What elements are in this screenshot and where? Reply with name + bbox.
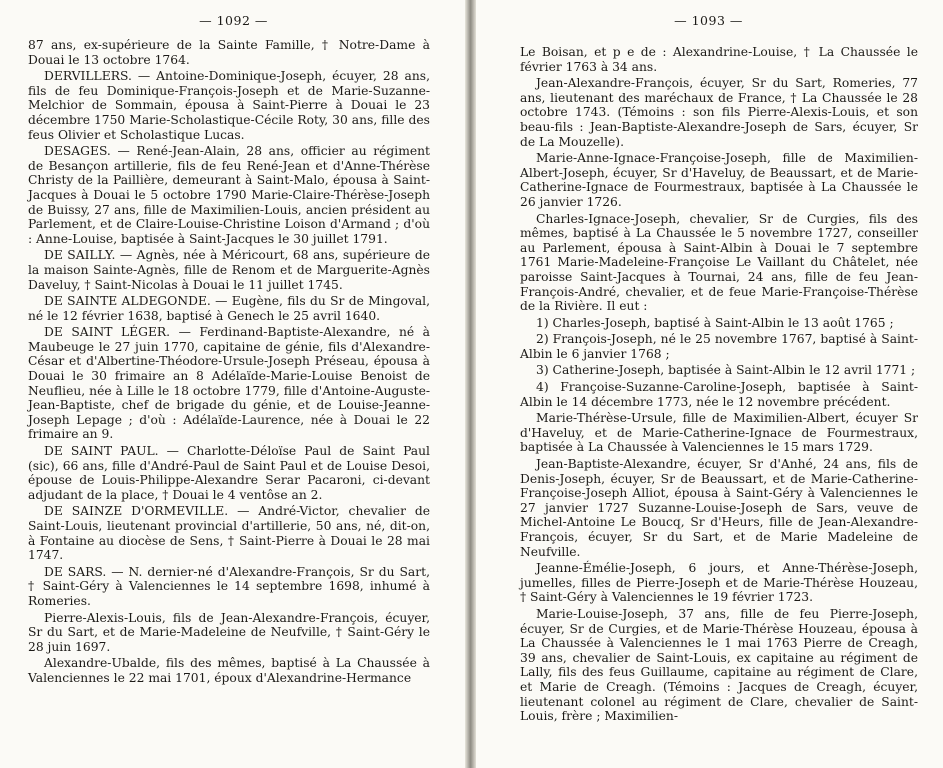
list-item: 1) Charles-Joseph, baptisé à Saint-Albin le 13 août 1765 ;	[536, 315, 894, 330]
entry-de-sainte-aldegonde: DE SAINTE ALDEGONDE. — Eugène, fils du Sr de Mingoval, né le 12 février 1638, baptisé à Genech le 25 avril 1640.	[28, 294, 430, 323]
paragraph: Marie-Louise-Joseph, 37 ans, fille de feu Pierre-Joseph, écuyer, Sr de Curgies, et de Marie-Thérèse Houzeau, épousa à La Chaussée à Valenciennes le 1 mai 1763 Pierre de Creagh, 39 ans, chevalier de Saint-Louis, ex capitaine au régiment de Lally, fils des feus Guillaume, capitaine au régiment de Clare, et Marie de Creagh. (Témoins : Jacques de Creagh, écuyer, lieutenant colonel au régiment de Clare, chevalier de Saint-Louis, frère ; Maximilien-	[520, 606, 918, 724]
entry-de-sainze: DE SAINZE D'ORMEVILLE. — André-Victor, chevalier de Saint-Louis, lieutenant provincial d'artillerie, 50 ans, né, dit-on, à Fontaine au diocèse de Sens, † Saint-Pierre à Douai le 28 mai 1747.	[28, 504, 430, 563]
list-item: 4) Françoise-Suzanne-Caroline-Joseph, baptisée à Saint-Albin le 14 décembre 1773, née le 12 novembre précédent.	[520, 380, 918, 409]
list-item: 3) Catherine-Joseph, baptisée à Saint-Albin le 12 avril 1771 ;	[536, 363, 916, 378]
page-number: — 1093 —	[674, 13, 743, 28]
paragraph: Jean-Baptiste-Alexandre, écuyer, Sr d'Anhé, 24 ans, fils de Denis-Joseph, écuyer, Sr de Beaussart, et de Marie-Catherine-Françoise-Joseph Alliot, épousa à Saint-Géry à Valenciennes le 27 janvier 1727 Suzanne-Louise-Joseph de Sars, veuve de Michel-Antoine Le Boucq, Sr d'Heurs, fille de Jean-Alexandre-François, écuyer, Sr du Sart, et de Marie Madeleine de Neufville.	[520, 457, 918, 559]
right-page	[474, 0, 943, 768]
paragraph: Le Boisan, et p e de : Alexandrine-Louise, † La Chaussée le février 1763 à 34 ans.	[520, 45, 918, 74]
entry-de-saint-leger: DE SAINT LÉGER. — Ferdinand-Baptiste-Alexandre, né à Maubeuge le 27 juin 1770, capitaine de génie, fils d'Alexandre-César et d'Albertine-Théodore-Ursule-Joseph Préseau, épousa à Douai le 30 frimaire an 8 Adélaïde-Marie-Louise Benoist de Neuflieu, née à Lille le 18 octobre 1779, fille d'Antoine-Auguste-Jean-Baptiste, chef de brigade du génie, et de Louise-Jeanne-Joseph Lepage ; d'où : Adélaïde-Laurence, née à Douai le 22 frimaire an 9.	[28, 325, 430, 442]
page-number: — 1092 —	[199, 13, 268, 28]
paragraph: Marie-Anne-Ignace-Françoise-Joseph, fille de Maximilien-Albert-Joseph, écuyer, Sr d'Haveluy, de Beaussart, et de Marie-Catherine-Ignace de Fourmestraux, baptisée à La Chaussée le 26 janvier 1726.	[520, 151, 918, 209]
paragraph: Marie-Thérèse-Ursule, fille de Maximilien-Albert, écuyer Sr d'Haveluy, et de Marie-Catherine-Ignace de Fourmestraux, baptisée à La Chaussée à Valenciennes le 15 mars 1729.	[520, 411, 918, 455]
entry-de-saint-paul: DE SAINT PAUL. — Charlotte-Déloïse Paul de Saint Paul (sic), 66 ans, fille d'André-Paul de Saint Paul et de Louise Desoi, épouse de Louis-Philippe-Alexandre Serar Pacaroni, ci-devant adjudant de la place, † Douai le 4 ventôse an 2.	[28, 444, 430, 502]
paragraph: Alexandre-Ubalde, fils des mêmes, baptisé à La Chaussée à Valenciennes le 22 mai 1701, époux d'Alexandrine-Hermance	[28, 656, 430, 685]
paragraph: Jean-Alexandre-François, écuyer, Sr du Sart, Romeries, 77 ans, lieutenant des maréchaux de France, † La Chaussée le 28 octobre 1743. (Témoins : son fils Pierre-Alexis-Louis, et son beau-fils : Jean-Baptiste-Alexandre-Joseph de Sars, écuyer, Sr de La Mouzelle).	[520, 76, 918, 149]
paragraph: Charles-Ignace-Joseph, chevalier, Sr de Curgies, fils des mêmes, baptisé à La Chaussée le 5 novembre 1727, conseiller au Parlement, épousa à Saint-Albin à Douai le 7 septembre 1761 Marie-Madeleine-Françoise Le Vaillant du Châtelet, née paroisse Saint-Jacques à Tournai, 24 ans, fille de feu Jean-François-André, chevalier, et de feue Marie-Françoise-Thérèse de la Rivière. Il eut :	[520, 211, 918, 314]
paragraph: Jeanne-Émélie-Joseph, 6 jours, et Anne-Thérèse-Joseph, jumelles, filles de Pierre-Joseph et de Marie-Thérèse Houzeau, † Saint-Géry à Valenciennes le 19 février 1723.	[520, 561, 918, 605]
text-column	[28, 38, 430, 688]
paragraph: Pierre-Alexis-Louis, fils de Jean-Alexandre-François, écuyer, Sr du Sart, et de Marie-Madeleine de Neufville, † Saint-Géry le 28 juin 1697.	[28, 610, 430, 654]
entry-desages: DESAGES. — René-Jean-Alain, 28 ans, officier au régiment de Besançon artillerie, fils de feu René-Jean et d'Anne-Thérèse Christy de la Paillière, demeurant à Saint-Malo, épousa à Saint-Jacques à Douai le 5 octobre 1790 Marie-Claire-Thérèse-Joseph de Buissy, 27 ans, fille de Maximilien-Louis, ancien président au Parlement, et de Claire-Louise-Christine Loison d'Armand ; d'où : Anne-Louise, baptisée à Saint-Jacques le 30 juillet 1791.	[28, 144, 430, 246]
entry-dervillers: DERVILLERS. — Antoine-Dominique-Joseph, écuyer, 28 ans, fils de feu Dominique-François-Joseph et de Marie-Suzanne-Melchior de Sommain, épousa à Saint-Pierre à Douai le 23 décembre 1750 Marie-Scholastique-Cécile Roty, 30 ans, fille des feus Olivier et Scholastique Lucas.	[28, 69, 430, 142]
entry-de-sars: DE SARS. — N. dernier-né d'Alexandre-François, Sr du Sart, † Saint-Géry à Valenciennes le 14 septembre 1698, inhumé à Romeries.	[28, 564, 430, 608]
paragraph: 87 ans, ex-supérieure de la Sainte Famille, † Notre-Dame à Douai le 13 octobre 1764.	[28, 38, 430, 67]
entry-de-sailly: DE SAILLY. — Agnès, née à Méricourt, 68 ans, supérieure de la maison Sainte-Agnès, fille de Renom et de Marguerite-Agnès Daveluy, † Saint-Nicolas à Douai le 11 juillet 1745.	[28, 248, 430, 292]
list-item: 2) François-Joseph, né le 25 novembre 1767, baptisé à Saint-Albin le 6 janvier 1768 ;	[520, 332, 918, 361]
text-column	[520, 45, 918, 726]
left-page	[0, 0, 467, 768]
